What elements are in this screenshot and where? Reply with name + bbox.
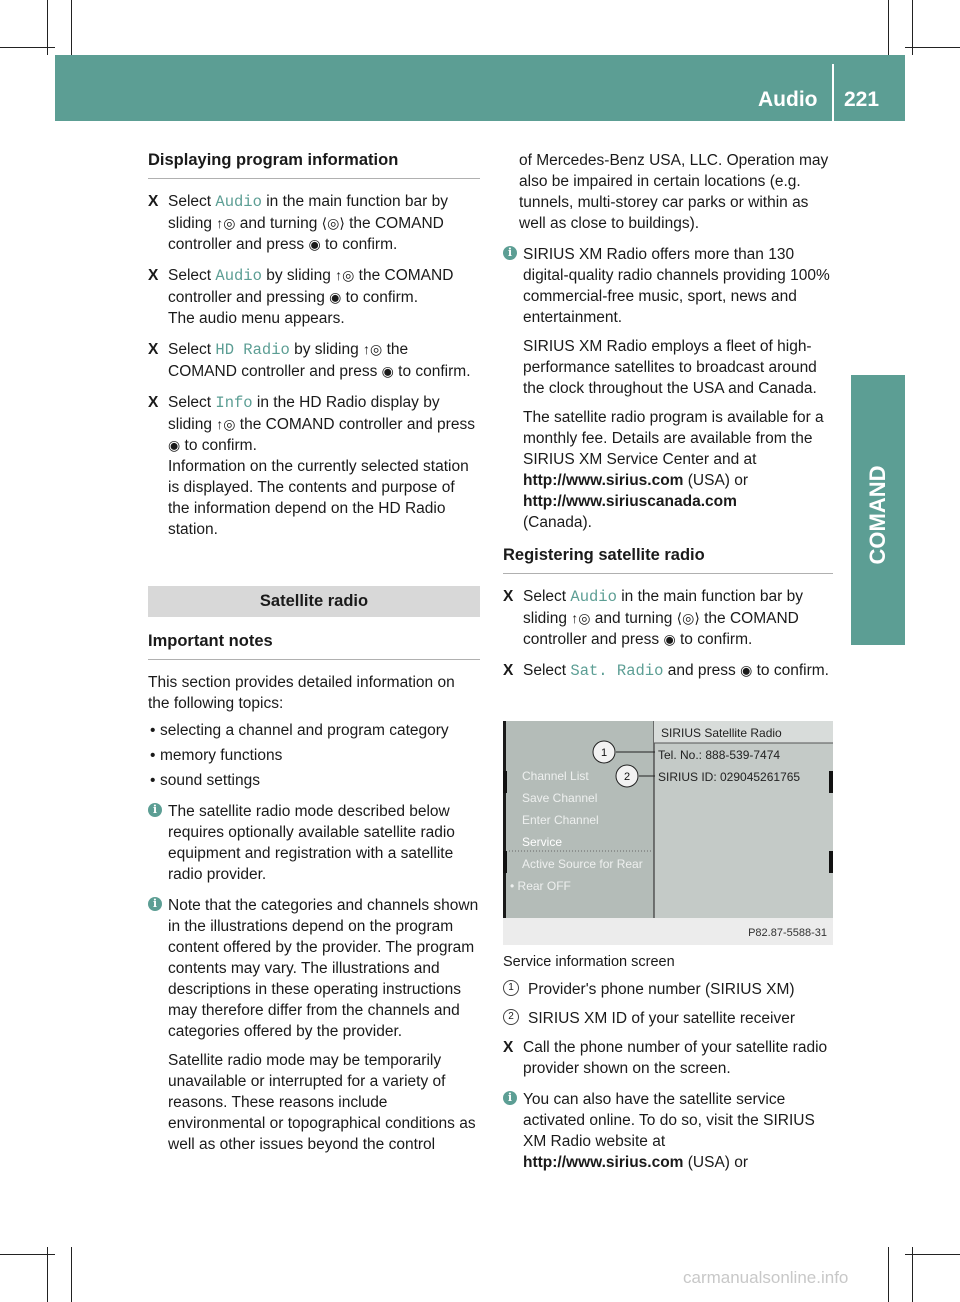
right-column-lower xyxy=(503,952,833,1183)
heading-important-notes: Important notes xyxy=(148,631,480,660)
info-icon: i xyxy=(503,246,517,260)
sirius-id-text: SIRIUS ID: 029045261765 xyxy=(658,770,801,784)
controller-slide-icon: ↑◎ xyxy=(571,610,591,626)
screen-bezel-left xyxy=(503,721,506,918)
step-marker-icon: X xyxy=(148,341,159,358)
bullet-item: • selecting a channel and program category xyxy=(148,720,480,741)
section-heading-satellite-radio: Satellite radio xyxy=(148,586,480,617)
side-tab-label: COMAND xyxy=(865,465,890,565)
section-title: Audio xyxy=(758,88,818,111)
callout-number-1: 1 xyxy=(600,747,608,759)
crop-mark xyxy=(912,0,913,55)
controller-slide-icon: ↑◎ xyxy=(335,267,355,283)
screen-edge-notch xyxy=(503,771,507,793)
bullet-item: • sound settings xyxy=(148,770,480,791)
url-link[interactable]: http://www.sirius.com xyxy=(523,1154,684,1171)
crop-mark xyxy=(47,0,48,55)
controller-slide-icon: ↑◎ xyxy=(363,341,383,357)
callout-number-2: 2 xyxy=(623,771,631,783)
right-column xyxy=(503,150,833,692)
instruction-step: X Select HD Radio by sliding ↑◎ the COMAND controller and press ◉ to confirm. xyxy=(148,341,471,380)
controller-turn-icon: ⟨◎⟩ xyxy=(676,610,700,626)
callout-number-icon: 1 xyxy=(503,980,519,996)
info-note: i Note that the categories and channels shown in the illustrations depend on the program content offered by the provider. The program contents may vary. The illustrations and descriptions in these operating instructions may therefore differ from the channels and categories offered by the provider. Satellite radio mode may be temporarily unavailable or interrupted for a variety of reasons. These reasons include environmental or topographical conditions as well as other issues beyond the control xyxy=(148,895,480,1155)
crop-mark xyxy=(912,1247,913,1302)
step-marker-icon: X xyxy=(503,588,514,605)
info-icon: i xyxy=(148,803,162,817)
step-marker-icon: X xyxy=(148,394,159,411)
callout-item: 2 SIRIUS XM ID of your satellite receiver xyxy=(503,1008,833,1029)
url-link[interactable]: http://www.siriuscanada.com xyxy=(523,493,737,510)
crop-mark xyxy=(888,1247,889,1302)
callout-item: 1 Provider's phone number (SIRIUS XM) xyxy=(503,979,833,1000)
continued-text: of Mercedes-Benz USA, LLC. Operation may also be impaired in certain locations (e.g. tunnels, multi-storey car parks or within as well as close to buildings). xyxy=(519,152,829,232)
instruction-step: X Select Info in the HD Radio display by sliding ↑◎ the COMAND controller and press ◉ to confirm. Information on the currently selected station is displayed. The contents and purpose of the information depend on the HD Radio station. xyxy=(148,392,480,540)
instruction-step: X Select Sat. Radio and press ◉ to confirm. xyxy=(503,662,829,680)
step-result: Information on the currently selected station is displayed. The contents and purpose of the information depend on the HD Radio station. xyxy=(168,458,469,538)
callout-number-icon: 2 xyxy=(503,1009,519,1025)
step-marker-icon: X xyxy=(503,662,514,679)
instruction-step: X Call the phone number of your satellite radio provider shown on the screen. xyxy=(503,1039,828,1077)
screen-edge-notch xyxy=(829,771,833,793)
crop-mark xyxy=(905,47,960,48)
figure-caption: Service information screen xyxy=(503,954,675,970)
controller-press-icon: ◉ xyxy=(308,236,321,252)
crop-mark xyxy=(71,0,72,55)
step-result: The audio menu appears. xyxy=(168,310,345,327)
phone-number-text: Tel. No.: 888-539-7474 xyxy=(658,748,781,762)
info-note: i SIRIUS XM Radio offers more than 130 digital-quality radio channels providing 100% commercial-free music, sport, news and entertainment. SIRIUS XM Radio employs a fleet of high-performance satellites to broadcast around the clock throughout the USA and Canada. The satellite radio program is available for a monthly fee. Details are available from the SIRIUS XM Service Center and at http://www.sirius.com (USA) or http://www.siriuscanada.com (Canada). xyxy=(503,244,833,533)
step-marker-icon: X xyxy=(148,193,159,210)
controller-slide-icon: ↑◎ xyxy=(216,215,236,231)
intro-text: This section provides detailed information on the following topics: xyxy=(148,674,455,712)
step-marker-icon: X xyxy=(148,267,159,284)
controller-press-icon: ◉ xyxy=(168,437,181,453)
controller-press-icon: ◉ xyxy=(663,631,676,647)
screen-edge-notch xyxy=(829,851,833,873)
bullet-item: • memory functions xyxy=(148,745,480,766)
instruction-step: X Select Audio in the main function bar by sliding ↑◎ and turning ⟨◎⟩ the COMAND controller and press ◉ to confirm. xyxy=(503,588,804,648)
controller-turn-icon: ⟨◎⟩ xyxy=(321,215,345,231)
menu-item: Active Source for Rear xyxy=(522,857,643,871)
watermark: carmanualsonline.info xyxy=(683,1268,849,1287)
info-icon: i xyxy=(503,1091,517,1105)
crop-mark xyxy=(888,0,889,55)
crop-mark xyxy=(71,1247,72,1302)
instruction-step: X Select Audio by sliding ↑◎ the COMAND controller and pressing ◉ to confirm. The audio menu appears. xyxy=(148,265,480,329)
left-column xyxy=(148,150,480,1165)
service-info-screenshot xyxy=(503,721,833,945)
image-code: P82.87-5588-31 xyxy=(748,927,827,939)
instruction-step: X Select Audio in the main function bar by sliding ↑◎ and turning ⟨◎⟩ the COMAND controller and press ◉ to confirm. xyxy=(148,193,449,253)
info-note: i The satellite radio mode described below requires optionally available satellite radio equipment and registration with a satellite radio provider. xyxy=(148,801,480,885)
url-link[interactable]: http://www.sirius.com xyxy=(523,472,684,489)
controller-slide-icon: ↑◎ xyxy=(216,416,236,432)
menu-item-selected: Service xyxy=(522,835,563,849)
panel-title: SIRIUS Satellite Radio xyxy=(661,726,782,740)
menu-item: Enter Channel xyxy=(522,813,599,827)
crop-mark xyxy=(905,1254,960,1255)
heading-displaying-program-info: Displaying program information xyxy=(148,150,480,179)
menu-item: • Rear OFF xyxy=(510,879,571,893)
controller-press-icon: ◉ xyxy=(381,363,394,379)
crop-mark xyxy=(47,1247,48,1302)
controller-press-icon: ◉ xyxy=(329,289,342,305)
menu-item: Channel List xyxy=(522,769,589,783)
info-note: i You can also have the satellite service activated online. To do so, visit the SIRIUS XM Radio website at http://www.sirius.com (USA) or xyxy=(503,1089,833,1173)
heading-registering-satellite-radio: Registering satellite radio xyxy=(503,545,833,574)
screen-edge-notch xyxy=(503,851,507,873)
info-icon: i xyxy=(148,897,162,911)
controller-press-icon: ◉ xyxy=(740,662,753,678)
step-marker-icon: X xyxy=(503,1039,514,1056)
page-number: 221 xyxy=(844,88,880,111)
header-divider xyxy=(832,64,834,121)
menu-item: Save Channel xyxy=(522,791,598,805)
